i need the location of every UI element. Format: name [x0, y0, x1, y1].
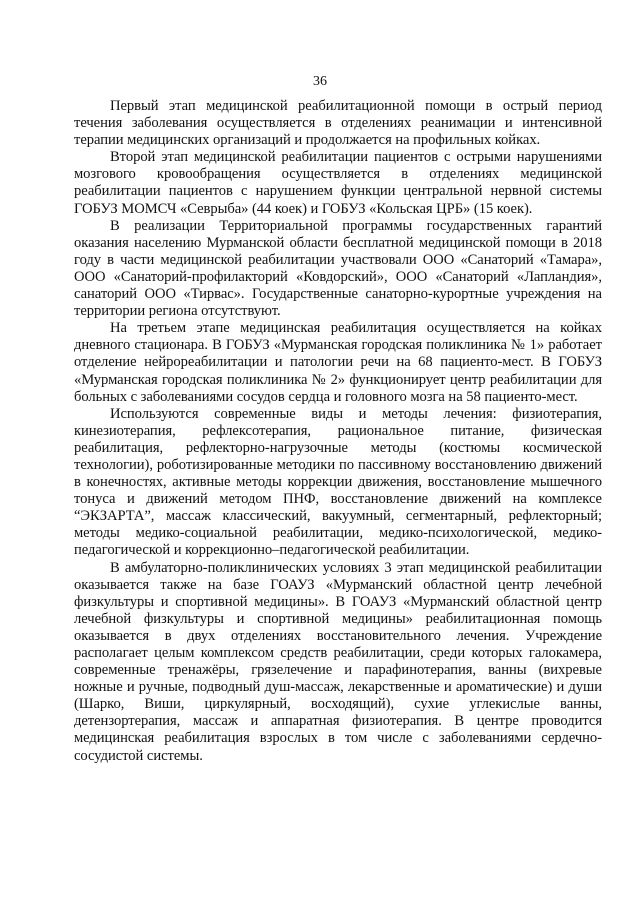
paragraph: В реализации Территориальной программы государственных гарантий оказания населению Мурманской области бесплатной медицинской помощи в 2018 году в части медицинской реабилитации участвовали ООО «Санаторий «Тамара», ООО «Санаторий-профилакторий «Ковдорский», ООО «Санаторий «Лапландия», санаторий ООО «Тирвас». Государственные санаторно-курортные учреждения на территории региона отсутствуют.	[74, 217, 602, 320]
body-text	[74, 98, 602, 765]
page-number: 36	[313, 74, 327, 89]
paragraph: В амбулаторно-поликлинических условиях 3 этап медицинской реабилитации оказывается также на базе ГОАУЗ «Мурманский областной центр лечебной физкультуры и спортивной медицины». В ГОАУЗ «Мурманский областной центр лечебной физкультуры и спортивной медицины» реабилитационная помощь оказывается в двух отделениях восстановительного лечения. Учреждение располагает целым комплексом средств реабилитации, среди которых галокамера, современные тренажёры, грязелечение и парафинотерапия, ванны (вихревые ножные и ручные, подводный душ-массаж, лекарственные и ароматические) и души (Шарко, Виши, циркулярный, восходящий), сухие углекислые ванны, детензортерапия, массаж и аппаратная физиотерапия. В центре проводится медицинская реабилитация взрослых в том числе с заболеваниями сердечно-сосудистой системы.	[74, 559, 602, 764]
paragraph: Используются современные виды и методы лечения: физиотерапия, кинезиотерапия, рефлексотерапия, рациональное питание, физическая реабилитация, рефлекторно-нагрузочные методы (костюмы космической технологии), роботизированные методики по пассивному восстановлению движений в конечностях, активные методы коррекции движения, восстановление мышечного тонуса и движений методом ПНФ, восстановление движений на комплексе “ЭКЗАРТА”, массаж классический, вакуумный, сегментарный, рефлекторный; методы медико-социальной реабилитации, медико-психологической, медико-педагогической и коррекционно–педагогической реабилитации.	[74, 405, 602, 559]
paragraph: На третьем этапе медицинская реабилитация осуществляется на койках дневного стационара. В ГОБУЗ «Мурманская городская поликлиника № 1» работает отделение нейрореабилитации и патологии речи на 68 пациенто-мест. В ГОБУЗ «Мурманская городская поликлиника № 2» функционирует центр реабилитации для больных с заболеваниями сосудов сердца и головного мозга на 58 пациенто-мест.	[74, 320, 602, 405]
paragraph: Второй этап медицинской реабилитации пациентов с острыми нарушениями мозгового кровообращения осуществляется в отделениях медицинской реабилитации пациентов с нарушением функции центральной нервной системы ГОБУЗ МОМСЧ «Севрыба» (44 коек) и ГОБУЗ «Кольская ЦРБ» (15 коек).	[74, 149, 602, 217]
paragraph: Первый этап медицинской реабилитационной помощи в острый период течения заболевания осуществляется в отделениях реанимации и интенсивной терапии медицинских организаций и продолжается на профильных койках.	[74, 98, 602, 149]
